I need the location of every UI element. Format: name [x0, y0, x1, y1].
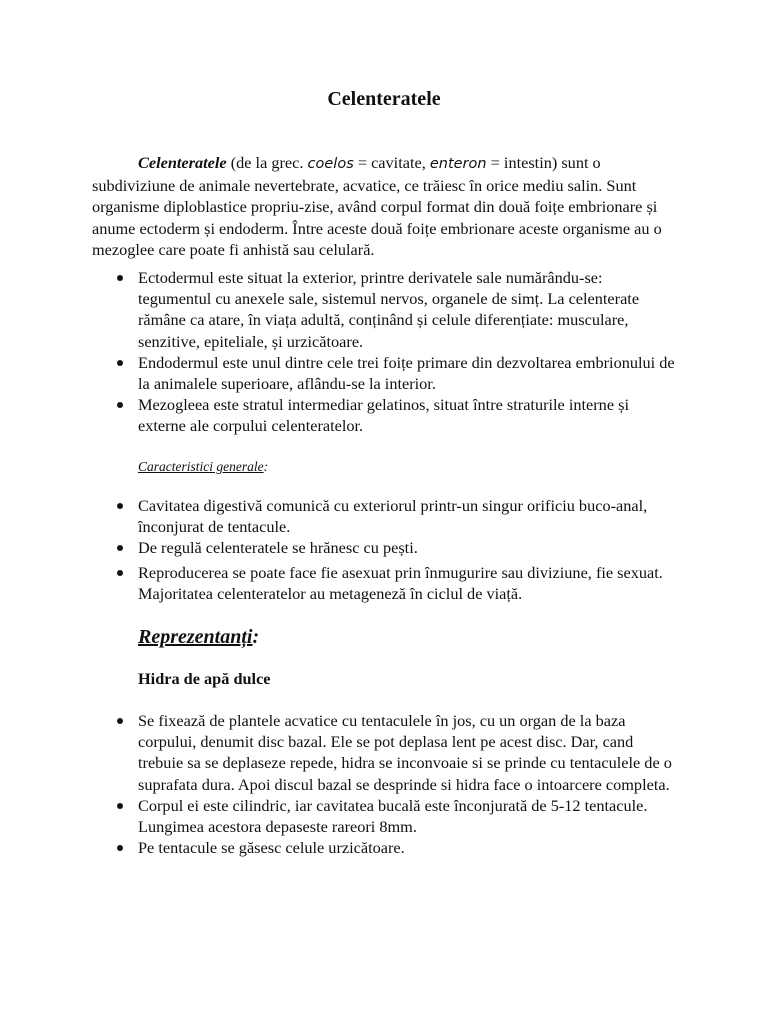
intro-latin-1: coelos	[307, 156, 354, 172]
hydra-heading: Hidra de apă dulce	[138, 669, 271, 688]
list-item: Reproducerea se poate face fie asexuat prin înmugurire sau diviziune, fie sexuat. Majoritatea celenteratelor au metageneză în ciclul de viață.	[138, 562, 678, 604]
list-item: Pe tentacule se găsesc celule urzicătoare.	[138, 837, 678, 858]
intro-latin-2: enteron	[429, 156, 487, 172]
hydra-list	[138, 710, 678, 858]
general-heading-text: Caracteristici generale	[138, 459, 264, 474]
list-item: Endodermul este unul dintre cele trei foițe primare din dezvoltarea embrionului de la animalele superioare, aflându-se la interior.	[138, 352, 678, 394]
list-item: Se fixează de plantele acvatice cu tentaculele în jos, cu un organ de la baza corpului, denumit disc bazal. Ele se pot deplasa lent pe acest disc. Dar, cand trebuie sa se deplaseze repede, hidra se inconvoaie si se prinde cu tentaculele de o suprafata dura. Apoi discul bazal se desprinde si hidra face o intoarcere completa.	[138, 710, 678, 795]
intro-text-2: = cavitate,	[353, 153, 430, 172]
intro-paragraph	[92, 152, 676, 260]
representatives-heading-colon: :	[252, 626, 260, 648]
intro-text-3: = intestin) sunt o subdiviziune de animale nevertebrate, acvatice, ce trăiesc în orice mediu salin. Sunt organisme diploblastice propriu-zise, având corpul format din două foițe embrionare și anume ectoderm și endoderm. Între aceste două foițe embrionare aceste organisme au o mezoglee care poate fi anhistă sau celulară.	[92, 153, 662, 259]
layers-list	[138, 267, 678, 437]
list-item: De regulă celenteratele se hrănesc cu pești.	[138, 537, 678, 558]
list-item: Cavitatea digestivă comunică cu exteriorul printr-un singur orificiu buco-anal, înconjurat de tentacule.	[138, 495, 678, 537]
intro-text-1: (de la grec.	[226, 153, 308, 172]
representatives-heading-text: Reprezentanți	[138, 626, 253, 648]
representatives-heading	[138, 626, 259, 649]
intro-term: Celenteratele	[138, 153, 227, 172]
general-list	[138, 495, 678, 604]
list-item: Corpul ei este cilindric, iar cavitatea bucală este înconjurată de 5-12 tentacule. Lungimea acestora depaseste rareori 8mm.	[138, 795, 678, 837]
general-heading-colon: :	[263, 459, 269, 474]
list-item: Ectodermul este situat la exterior, printre derivatele sale numărându-se: tegumentul cu anexele sale, sistemul nervos, organele de simț. La celenterate rămâne ca atare, în viața adultă, conținând și celule diferențiate: musculare, senzitive, epiteliale, și urzicătoare.	[138, 267, 678, 352]
general-heading	[138, 459, 268, 475]
list-item: Mezogleea este stratul intermediar gelatinos, situat între straturile interne și externe ale corpului celenteratelor.	[138, 394, 678, 436]
page-title: Celenteratele	[327, 88, 441, 110]
